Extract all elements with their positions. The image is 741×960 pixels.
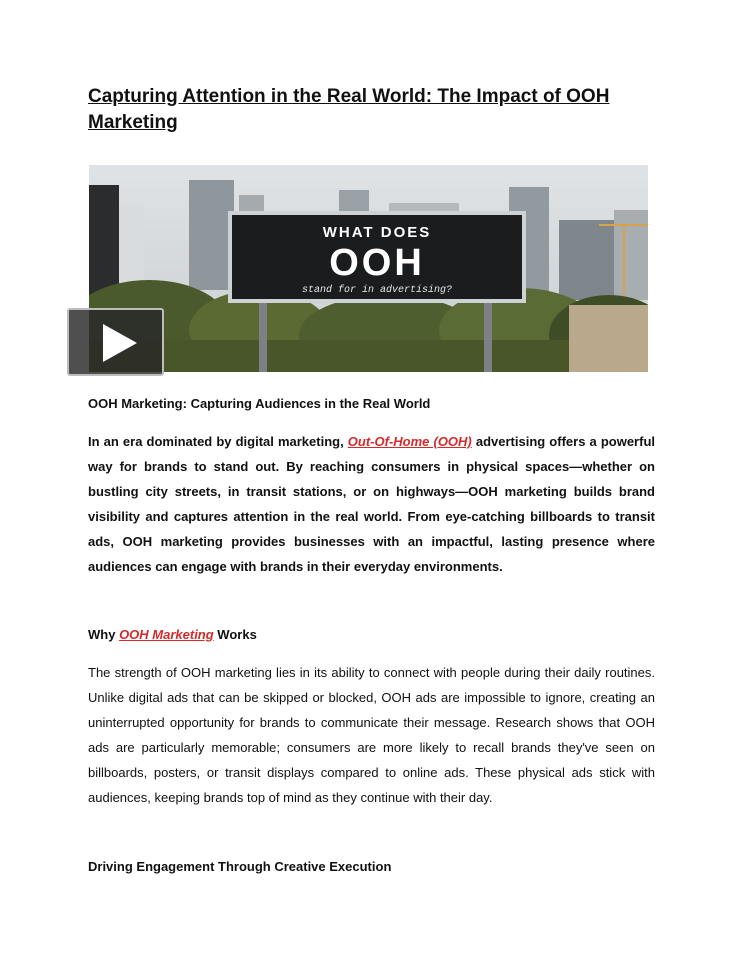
intro-text-after: advertising offers a powerful way for brands to stand out. By reaching consumers in physical spaces—whether on bustling city streets, in transit stations, or on highways—OOH marketing builds brand visibility and captures attention in the real world. From eye-catching billboards to transit ads, OOH marketing provides businesses with an impactful, lasting presence where audiences can engage with brands in their everyday environments. [88, 434, 655, 574]
page-title: Capturing Attention in the Real World: The Impact of OOH Marketing [88, 86, 610, 133]
sign-line-3: stand for in advertising? [301, 285, 453, 296]
intro-text-before: In an era dominated by digital marketing, [88, 434, 348, 449]
why-heading-after: Works [213, 627, 257, 642]
intro-paragraph [88, 429, 655, 579]
out-of-home-link[interactable]: Out-Of-Home (OOH) [347, 434, 472, 449]
section-heading-why-ooh [88, 627, 257, 642]
play-icon [103, 324, 137, 362]
sign-line-2: OOH [329, 242, 425, 284]
hero-image [89, 165, 648, 372]
why-ooh-paragraph: The strength of OOH marketing lies in its ability to connect with people during their daily routines. Unlike digital ads that can be skipped or blocked, OOH ads are impossible to ignore, creating an uninterrupted opportunity for brands to communicate their message. Research shows that OOH ads are particularly memorable; consumers are more likely to recall brands they've seen on billboards, posters, or transit displays compared to online ads. These physical ads stick with audiences, keeping brands top of mind as they continue with their day. [88, 665, 655, 805]
video-play-button[interactable] [67, 308, 164, 376]
ooh-marketing-link[interactable]: OOH Marketing [119, 627, 214, 642]
sign-line-1: WHAT DOES [322, 224, 432, 241]
why-heading-before: Why [88, 627, 120, 642]
section-heading-ooh-marketing: OOH Marketing: Capturing Audiences in the Real World [88, 396, 431, 411]
billboard-photo [89, 165, 648, 372]
section-heading-creative-execution: Driving Engagement Through Creative Execution [88, 859, 392, 874]
